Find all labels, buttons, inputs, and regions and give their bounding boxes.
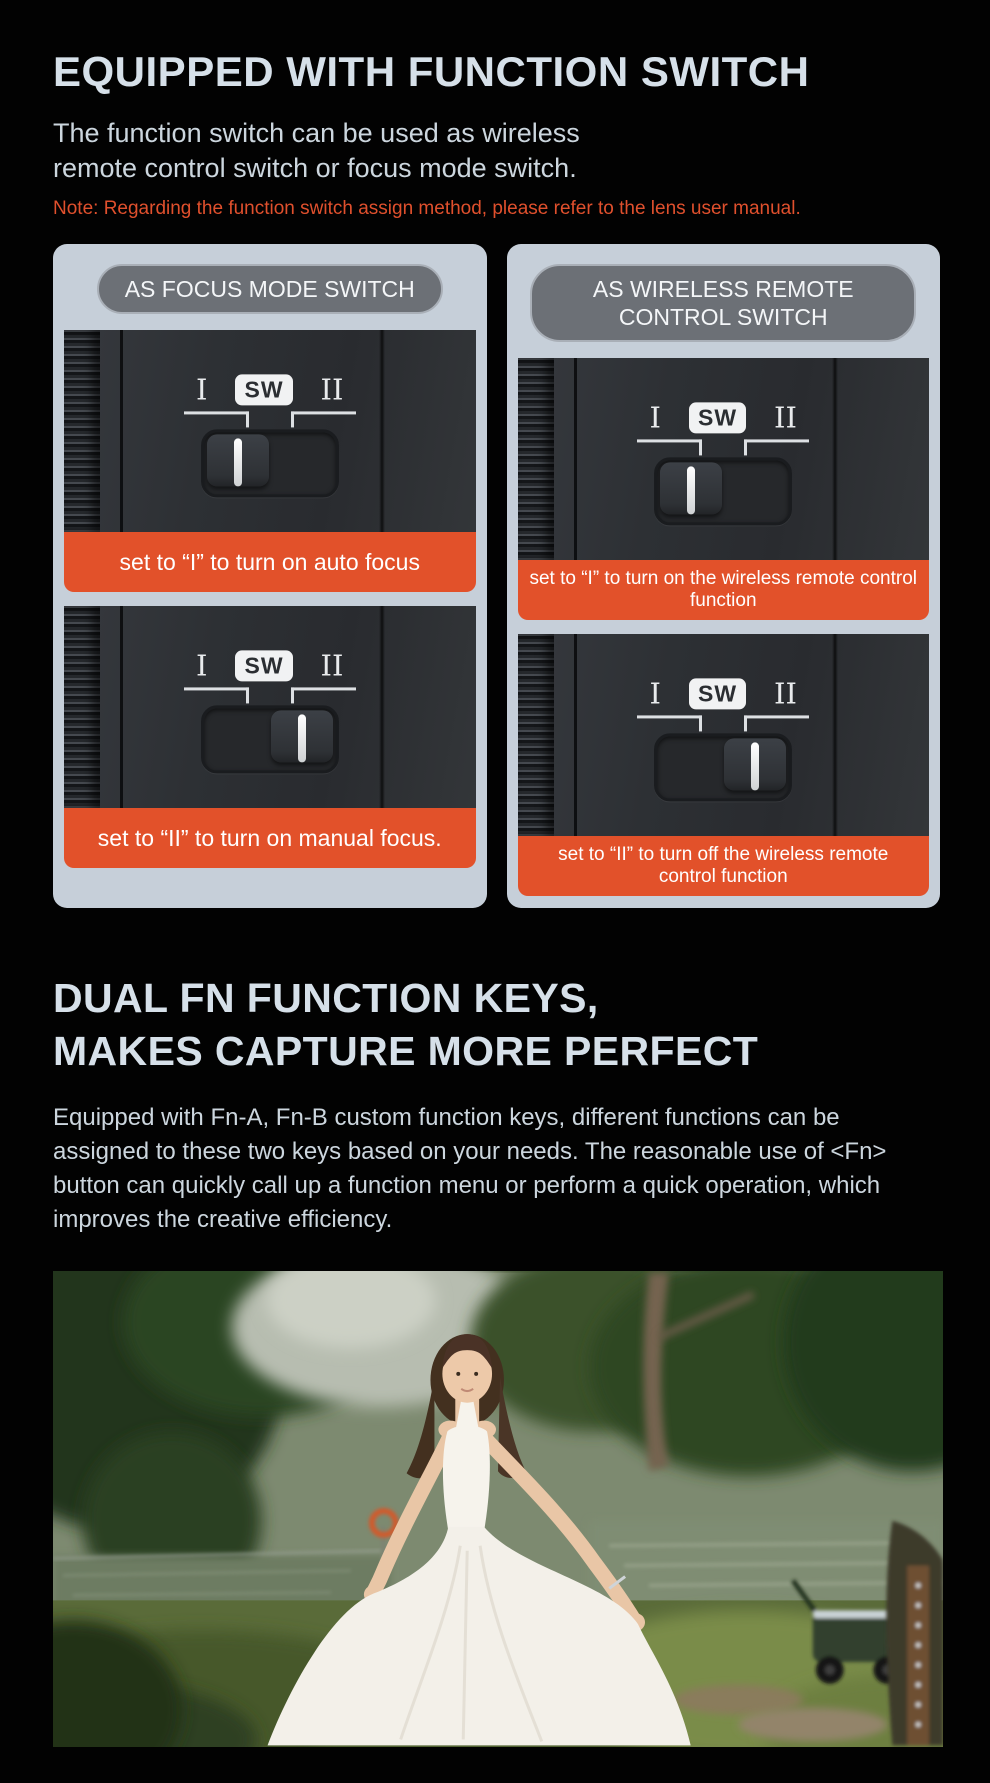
mark-II: II	[774, 676, 797, 711]
lens-switch-photo-position-1	[518, 358, 930, 560]
sw-label: SW	[235, 651, 292, 682]
sw-label: SW	[689, 403, 746, 434]
switch-recess	[201, 706, 339, 774]
slider-indicator	[687, 467, 695, 515]
function-switch	[603, 676, 843, 802]
bracket-left	[184, 412, 249, 428]
fn-keys-section	[53, 972, 940, 1747]
section2-title-line-2: MAKES CAPTURE MORE PERFECT	[53, 1028, 759, 1075]
knurled-ring	[518, 358, 554, 560]
sw-label: SW	[689, 679, 746, 710]
function-switch	[603, 400, 843, 526]
switch-slider	[271, 711, 333, 763]
caption-focus-II: set to “II” to turn on manual focus.	[64, 808, 476, 868]
wireless-remote-panel	[507, 244, 941, 908]
mark-I: I	[196, 648, 208, 683]
focus-mode-panel	[53, 244, 487, 908]
section2-title	[53, 972, 940, 1079]
switch-recess	[201, 430, 339, 498]
function-switch	[150, 648, 390, 774]
slider-indicator	[234, 439, 242, 487]
bracket-right	[291, 688, 356, 704]
sw-label: SW	[235, 375, 292, 406]
function-switch-section	[53, 50, 940, 908]
mark-I: I	[196, 372, 208, 407]
mark-I: I	[649, 676, 661, 711]
barrel-seam	[120, 330, 123, 532]
barrel-seam	[574, 634, 577, 836]
mark-I: I	[649, 400, 661, 435]
wireless-switch-figure-1	[518, 358, 930, 620]
mark-II: II	[320, 372, 344, 407]
park-scene-illustration	[53, 1271, 943, 1747]
section2-title-line-1: DUAL FN FUNCTION KEYS,	[53, 975, 599, 1022]
focus-mode-panel-header: AS FOCUS MODE SWITCH	[97, 264, 443, 314]
slider-indicator	[751, 743, 759, 791]
bracket-right	[744, 440, 809, 456]
bracket-left	[184, 688, 249, 704]
subtitle-line-1: The function switch can be used as wireless	[53, 118, 580, 149]
switch-recess	[654, 734, 792, 802]
mark-II: II	[320, 648, 344, 683]
switch-slider	[724, 739, 786, 791]
section2-body: Equipped with Fn-A, Fn-B custom function keys, different functions can be assigned to these two keys based on your needs. The reasonable use of <Fn> button can quickly call up a function menu or perform a quick operation, which improves the creative efficiency.	[53, 1103, 887, 1233]
subtitle-line-2: remote control switch or focus mode switch.	[53, 153, 577, 184]
caption-wireless-II: set to “II” to turn off the wireless remote control function	[518, 836, 930, 896]
barrel-seam	[574, 358, 577, 560]
switch-recess	[654, 458, 792, 526]
focus-switch-figure-2	[64, 606, 476, 868]
wireless-remote-panel-header: AS WIRELESS REMOTE CONTROL SWITCH	[530, 264, 916, 342]
knurled-ring	[64, 606, 100, 808]
switch-slider	[207, 435, 269, 487]
caption-wireless-I: set to “I” to turn on the wireless remote control function	[518, 560, 930, 620]
bracket-right	[744, 716, 809, 732]
knurled-ring	[518, 634, 554, 836]
slider-indicator	[298, 715, 306, 763]
lens-switch-photo-position-2	[64, 606, 476, 808]
bracket-right	[291, 412, 356, 428]
section1-title: EQUIPPED WITH FUNCTION SWITCH	[53, 48, 810, 95]
bracket-left	[637, 440, 702, 456]
barrel-seam	[120, 606, 123, 808]
switch-slider	[660, 463, 722, 515]
model-photo	[53, 1271, 943, 1747]
mark-II: II	[774, 400, 797, 435]
lens-switch-photo-position-2	[518, 634, 930, 836]
caption-focus-I: set to “I” to turn on auto focus	[64, 532, 476, 592]
switch-panels	[53, 244, 940, 908]
section1-subtitle	[53, 116, 940, 186]
bracket-left	[637, 716, 702, 732]
knurled-ring	[64, 330, 100, 532]
wireless-switch-figure-2	[518, 634, 930, 896]
function-switch	[150, 372, 390, 498]
note-text: Note: Regarding the function switch assign method, please refer to the lens user manual.	[53, 198, 801, 220]
lens-switch-photo-position-1	[64, 330, 476, 532]
focus-switch-figure-1	[64, 330, 476, 592]
